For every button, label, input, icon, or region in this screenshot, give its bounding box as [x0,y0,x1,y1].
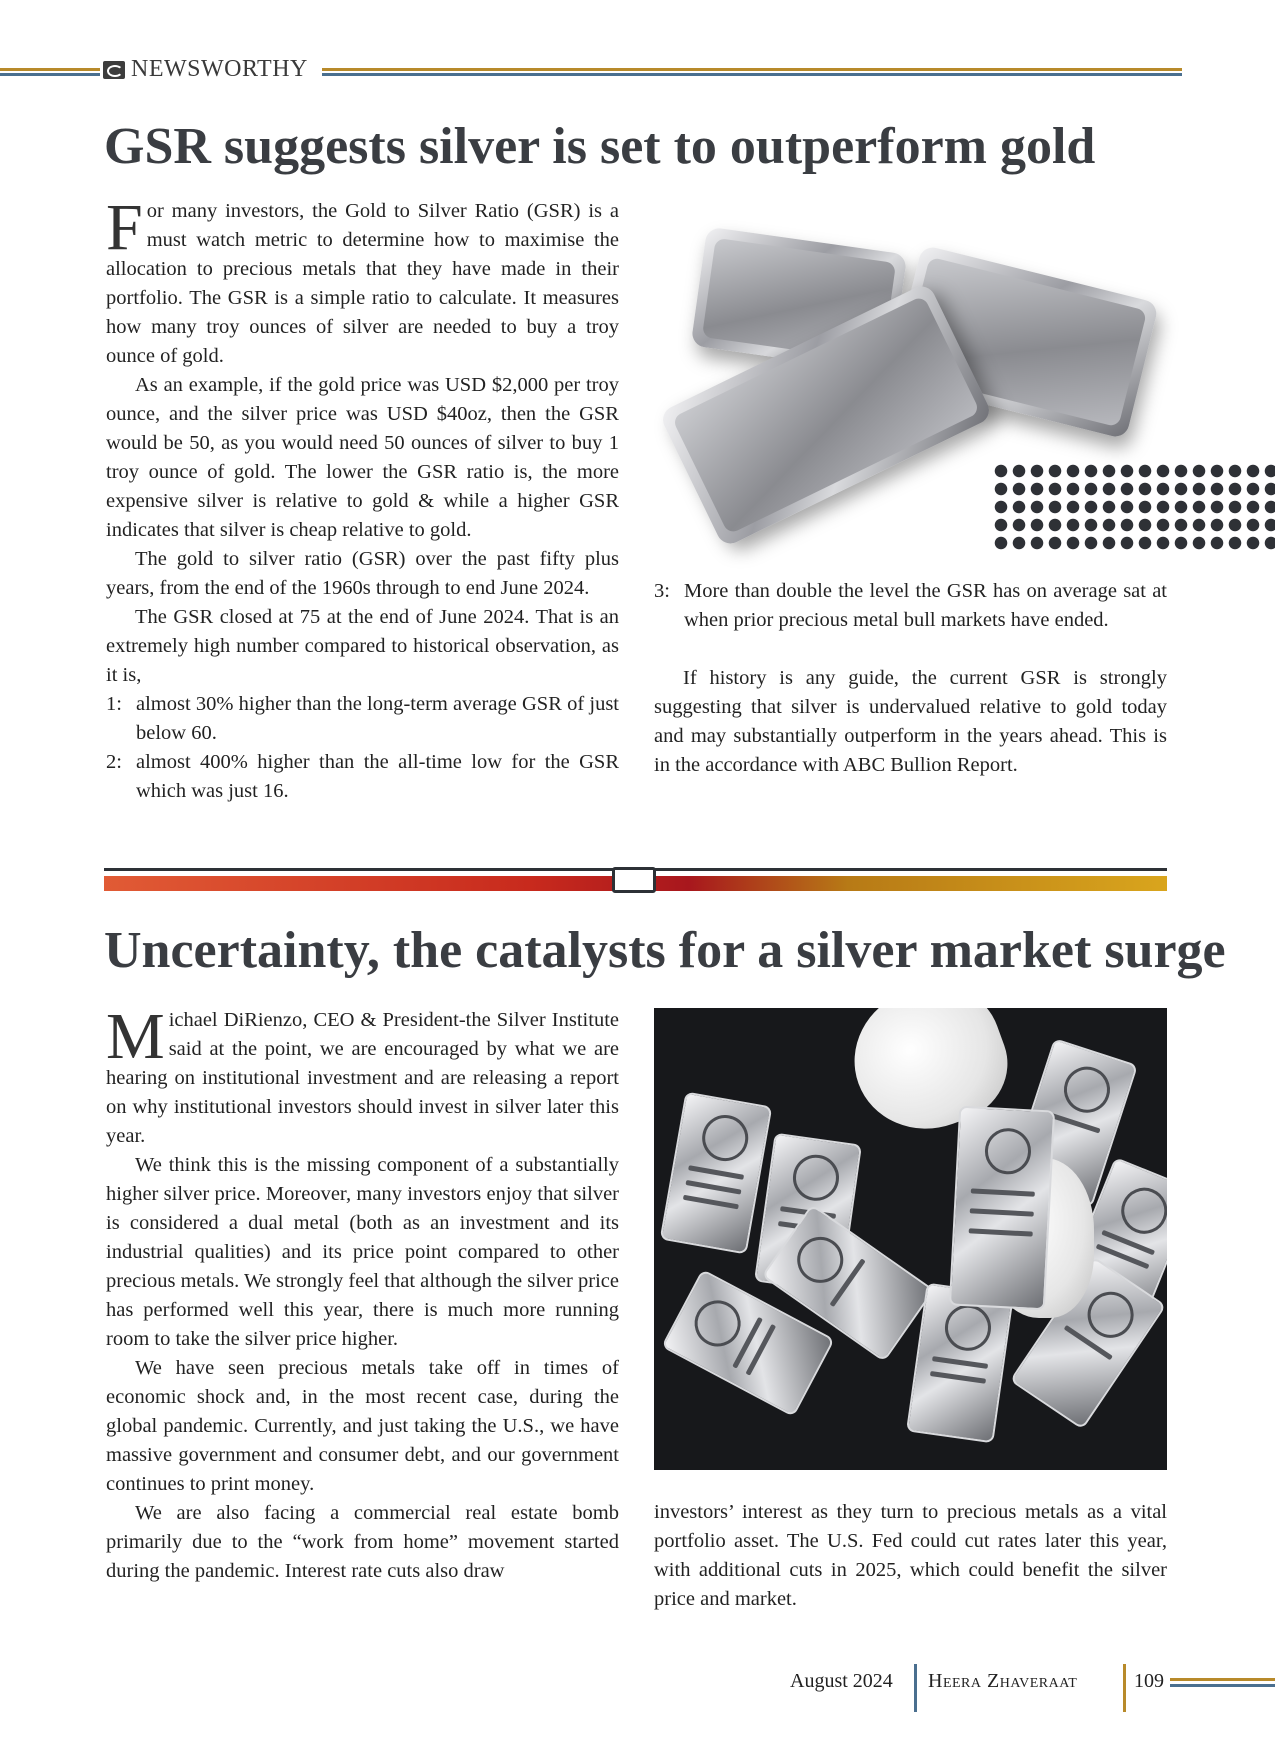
magazine-logo-icon [103,61,125,79]
header-rule-left-blue [0,73,100,76]
article2-title: Uncertainty, the catalysts for a silver market surge [104,922,1226,979]
article1-paragraph-5: If history is any guide, the current GSR is strongly suggesting that silver is undervalued relative to gold today and may substantially outperform in the years ahead. This is in the accordance with ABC Bullion Report. [654,667,1167,776]
issue-date: August 2024 [790,1670,893,1692]
silver-bar [660,1091,773,1254]
article1-paragraph-1: For many investors, the Gold to Silver Ratio (GSR) is a must watch metric to determine how to maximise the allocation to precious metals that they have made in their portfolio. The GSR is a simple ratio to calculate. It measures how many troy ounces of silver are needed to buy a troy ounce of gold. [106,191,619,367]
list-item: 2: almost 400% higher than the all-time low for the GSR which was just 16. [106,751,619,802]
header-rule-right-blue [322,73,1182,76]
article1-right-column [654,577,1167,780]
silver-bar-held [949,1106,1055,1311]
article2-paragraph-3: We have seen precious metals take off in times of economic shock and, in the most recent case, during the global pandemic. Currently, and just taking the U.S., we have massive government and consumer debt, and our government continues to print money. [106,1357,619,1495]
list-item: 3: More than double the level the GSR has on average sat at when prior precious metal bull markets have ended. [654,580,1167,631]
dropcap: M [106,1000,165,1073]
list-item: 1: almost 30% higher than the long-term average GSR of just below 60. [106,693,619,744]
article2-paragraph-1: Michael DiRienzo, CEO & President-the Silver Institute said at the point, we are encouraged by what we are hearing on institutional investment and are releasing a report on why institutional investors should invest in silver later this year. [106,1000,619,1147]
article1-left-column [106,191,619,806]
divider-ornament [612,867,656,893]
dot-pattern [992,462,1275,554]
article1-paragraph-4: The GSR closed at 75 at the end of June 2024. That is an extremely high number compared to historical observation, as it is, [106,606,619,686]
footer-rule-blue [1170,1684,1275,1687]
section-label [103,56,308,83]
footer-divider [1123,1664,1126,1712]
header-rule-left [0,68,100,71]
article1-title: GSR suggests silver is set to outperform gold [104,118,1096,175]
section-label-text: NEWSWORTHY [131,56,308,82]
article2-paragraph-4: We are also facing a commercial real estate bomb primarily due to the “work from home” movement started during the pandemic. Interest rate cuts also draw [106,1502,619,1582]
article2-left-column [106,1000,619,1586]
footer-rule [1170,1678,1275,1681]
publication-name: Heera Zhaveraat [928,1670,1078,1692]
article1-paragraph-3: The gold to silver ratio (GSR) over the past fifty plus years, from the end of the 1960s through to end June 2024. [106,548,619,599]
article2-paragraph-2: We think this is the missing component of a substantially higher silver price. Moreover, many investors enjoy that silver is considered a dual metal (both as an investment and its industrial qualities) and its price point compared to other precious metals. We strongly feel that although the silver price has performed well this year, there is much more running room to take the silver price higher. [106,1154,619,1350]
silver-kilo-bars-photo [654,1008,1167,1470]
page-number: 109 [1134,1670,1164,1692]
footer-divider [914,1664,917,1712]
article2-right-column [654,1498,1167,1614]
article1-paragraph-2: As an example, if the gold price was USD $2,000 per troy ounce, and the silver price was USD $40oz, then the GSR would be 50, as you would need 50 ounces of silver to buy 1 troy ounce of gold. The lower the GSR ratio is, the more expensive silver is relative to gold & while a higher GSR indicates that silver is cheap relative to gold. [106,374,619,541]
article2-paragraph-5: investors’ interest as they turn to precious metals as a vital portfolio asset. The U.S. Fed could cut rates later this year, with additional cuts in 2025, which could benefit the silver price and market. [654,1501,1167,1610]
header-rule-right [322,68,1182,71]
dropcap: F [106,191,143,264]
